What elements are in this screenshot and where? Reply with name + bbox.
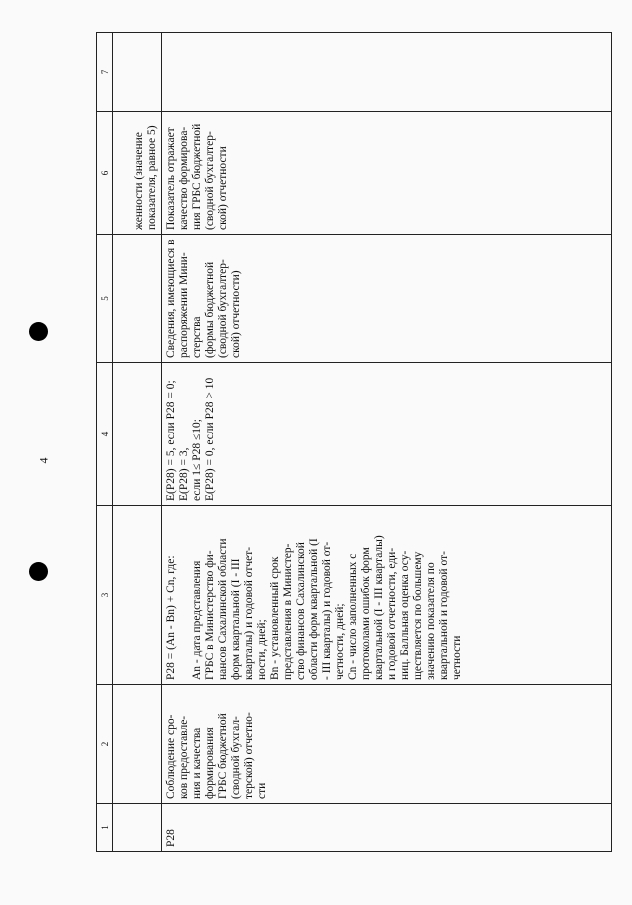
continuation-cell-7 [113,33,162,112]
continuation-cell-3 [113,506,162,685]
indicator-col7 [162,33,612,112]
continuation-cell-5 [113,235,162,363]
column-number-2: 2 [97,685,113,804]
column-number-3: 3 [97,506,113,685]
continuation-cell-1 [113,804,162,852]
continuation-cell-2 [113,685,162,804]
indicator-scoring: E(P28) = 5, если P28 = 0; E(P28) = 3, если 1≤ P28 ≤10; E(P28) = 0, если P28 > 10 [162,363,612,506]
punch-hole-bottom [29,562,48,581]
indicator-table [96,32,612,852]
indicator-code: P28 [162,804,612,852]
rotated-table-container [96,40,612,852]
column-number-4: 4 [97,363,113,506]
column-number-row [97,33,113,852]
indicator-description: Показатель отражает качество формирова- ния ГРБС бюджетной (сводной бухгалтер- ской) отчетности [162,112,612,235]
continuation-row [113,33,162,852]
indicator-formula: P28 = (An - Bn) + Cn, где: An - дата представления ГРБС в Министерство фи- нансов Сахалинской области форм квартальной (I - III кварталы) и годовой отчет- ности, дней; Bn - установленный срок представления в Министер- ство финансов Сахалинской области форм квартальной (I - III кварталы) и годовой от- четности, дней; Cn - число заполненных с протоколами ошибок форм квартальной (I - III кварталы) и годовой отчетности, еди- ниц. Балльная оценка осу- ществляется по большему значению показателя по квартальной и годовой от- четности [162,506,612,685]
continuation-cell-6: женности (значение показателя, равное 5) [113,112,162,235]
indicator-row-p28 [162,33,612,852]
column-number-7: 7 [97,33,113,112]
indicator-name: Соблюдение сро- ков предоставле- ния и качества формирования ГРБС бюджетной (сводной бухгал- терской) отчетно- сти [162,685,612,804]
continuation-cell-4 [113,363,162,506]
column-number-1: 1 [97,804,113,852]
punch-hole-top [29,322,48,341]
indicator-data-source: Сведения, имеющиеся в распоряжении Мини- стерства (формы бюджетной (сводной бухгалтер- ской) отчетности) [162,235,612,363]
column-number-5: 5 [97,235,113,363]
page-number: 4 [36,457,51,464]
column-number-6: 6 [97,112,113,235]
